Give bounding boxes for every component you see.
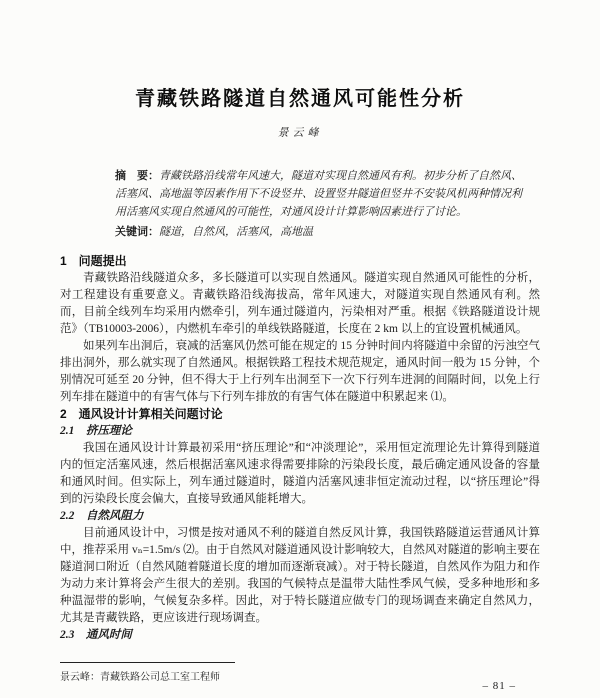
footnote-block	[60, 662, 540, 684]
page-number: – 81 –	[482, 680, 516, 692]
section-2-1-paragraph: 我国在通风设计计算最初采用“挤压理论”和“冲淡理论”，采用恒定流理论先计算得到隧道内的恒定活塞风速，然后根据活塞风速求得需要排除的污染段长度，最后确定通风设备的容量和通风时间。但实际上，列车通过隧道时，隧道内活塞风速非恒定流动过程，以“挤压理论”得到的污染段长度会偏大，直接导致通风能耗增大。	[60, 442, 540, 506]
section-2-2-paragraph: 目前通风设计中，习惯是按对通风不利的隧道自然反风计算，我国铁路隧道运营通风计算中，推荐采用 vₙ=1.5m/s ⑵。由于自然风对隧道通风设计影响较大，自然风对隧道的影响主要在隧道洞口附近（自然风随着隧道长度的增加而逐渐衰减）。对于特长隧道，自然风作为阻力和作为动力来计算将会产生很大的差别。我国的气候特点是温带大陆性季风气候，受多种地形和多种温湿带的影响，气候复杂多样。因此，对于特长隧道应做专门的现场调查来确定自然风力，尤其是青藏铁路，更应该进行现场调查。	[60, 527, 540, 625]
abstract-label: 摘 要：	[115, 170, 159, 183]
paper-content-column	[60, 0, 540, 644]
keywords-label: 关键词：	[115, 226, 159, 239]
keywords-line	[115, 223, 522, 241]
footnote-divider	[60, 662, 235, 663]
author-affiliation-footnote: 景云峰：青藏铁路公司总工室工程师	[60, 672, 220, 683]
abstract-text: 青藏铁路沿线常年风速大，隧道对实现自然通风有利。初步分析了自然风、活塞风、高地温等因素作用下不设竖井、设置竖井隧道但竖井不安装风机两种情况利用活塞风实现自然通风的可能性，对通风设计计算影响因素进行了讨论。	[115, 170, 522, 219]
section-2-3-heading: 2.3 通风时间	[60, 629, 132, 642]
page-title: 青藏铁路隧道自然通风可能性分析	[135, 88, 465, 110]
section-2-2-heading: 2.2 自然风阻力	[60, 510, 144, 523]
author-name: 景云峰	[277, 127, 323, 140]
section-1-paragraph-2: 如果列车出洞后，衰减的活塞风仍然可能在规定的 15 分钟时间内将隧道中余留的污浊空气排出洞外，那么就实现了自然通风。根据铁路工程技术规范规定，通风时间一般为 15 分钟，个别情况可延至 20 分钟，但不得大于上行列车出洞至下一次下行列车进洞的间隔时间，以免上行列车排在隧道中的有害气体与下行列车排放的有害气体在隧道中积累起来 ⑴。	[60, 340, 540, 404]
section-2-heading: 2 通风设计计算相关问题讨论	[60, 407, 223, 422]
section-1-heading: 1 问题提出	[60, 254, 127, 269]
abstract-paragraph	[115, 167, 522, 221]
section-2-1-heading: 2.1 挤压理论	[60, 425, 132, 438]
section-1-paragraph-1: 青藏铁路沿线隧道众多，多长隧道可以实现自然通风。隧道实现自然通风可能性的分析，对工程建设有重要意义。青藏铁路沿线海拔高，常年风速大，对隧道实现自然通风有利。然而，目前全线列车均采用内燃牵引，列车通过隧道内，污染相对严重。根据《铁路隧道设计规范》（TB10003-2006），内燃机车牵引的单线铁路隧道，长度在 2 km 以上的宜设置机械通风。	[60, 272, 540, 336]
keywords-text: 隧道，自然风，活塞风，高地温	[159, 226, 313, 239]
